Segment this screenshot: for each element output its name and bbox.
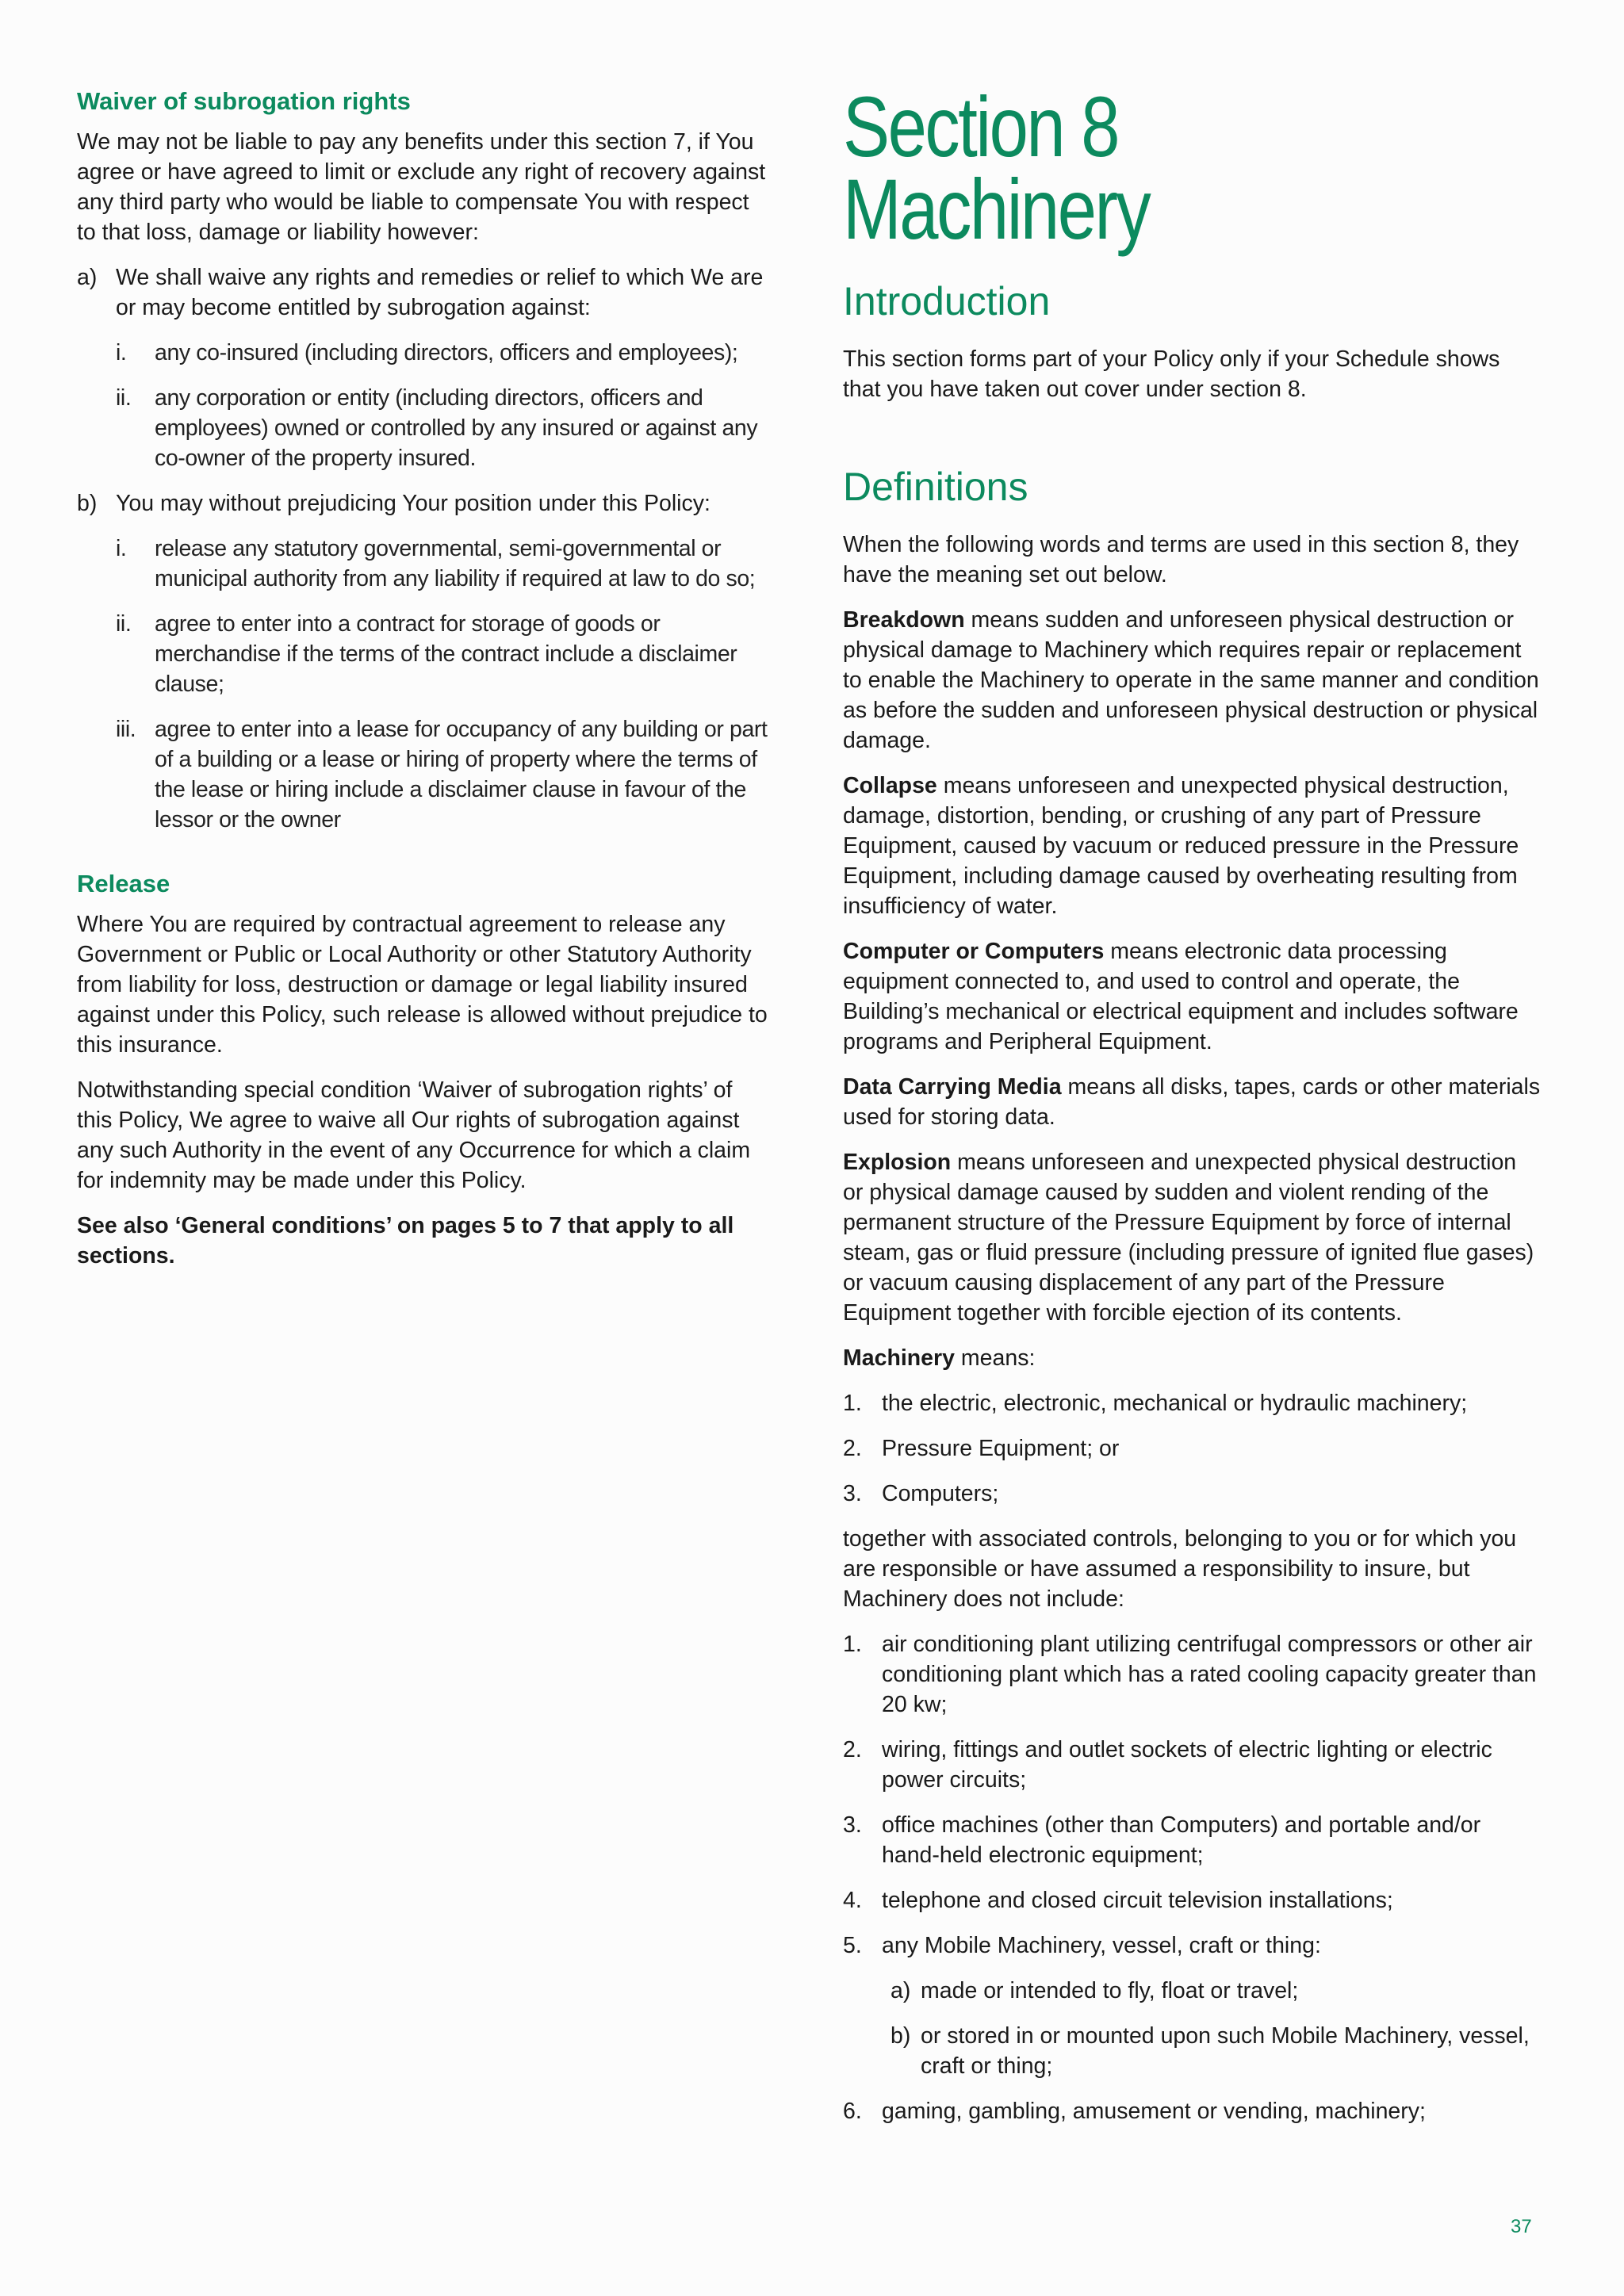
waiver-item-a	[77, 262, 771, 323]
definition-computers	[843, 936, 1541, 1057]
list-text: You may without prejudicing Your position under this Policy:	[116, 491, 710, 516]
together-with-text: together with associated controls, belonging to you or for which you are responsible or have assumed a responsibility to insure, but Machinery does not include:	[843, 1526, 1517, 1612]
definition-text: means unforeseen and unexpected physical destruction, damage, distortion, bending, or crushing of any part of Pressure Equipment, caused by vacuum or reduced pressure in the Pressure Equipment, including damage caused by overheating resulting from insufficiency of water.	[843, 773, 1519, 919]
list-marker: 1.	[843, 1632, 862, 1657]
exclusion-item-3	[843, 1810, 1541, 1870]
list-text: release any statutory governmental, semi-governmental or municipal authority from any liability if required at law to do so;	[155, 536, 756, 591]
waiver-item-b	[77, 488, 771, 519]
list-marker: 5.	[843, 1933, 862, 1958]
release-paragraph-1: Where You are required by contractual agreement to release any Government or Public or Local Authority or other Statutory Authority from liability for loss, destruction or damage or legal liability insured against under this Policy, such release is allowed without prejudice to this insurance.	[77, 912, 768, 1058]
definition-term: Collapse	[843, 773, 937, 798]
definition-explosion	[843, 1147, 1541, 1328]
waiver-item-b-i	[116, 534, 771, 594]
list-text: the electric, electronic, mechanical or hydraulic machinery;	[882, 1391, 1468, 1416]
left-column	[77, 86, 771, 1271]
waiver-item-b-ii	[116, 609, 771, 699]
list-marker: a)	[891, 1978, 911, 2003]
list-text: any corporation or entity (including directors, officers and employees) owned or controlled by any insured or against any co-owner of the property insured.	[155, 385, 758, 471]
definition-term: Breakdown	[843, 607, 965, 633]
exclusion-item-5a	[891, 1976, 1541, 2006]
definition-collapse	[843, 771, 1541, 921]
definition-text: means:	[954, 1345, 1036, 1371]
page-number: 37	[1511, 2216, 1532, 2237]
see-also-note: See also ‘General conditions’ on pages 5 to 7 that apply to all sections.	[77, 1213, 734, 1269]
list-marker: b)	[891, 2023, 911, 2049]
introduction-text: This section forms part of your Policy only if your Schedule shows that you have taken out cover under section 8.	[843, 346, 1500, 402]
definition-term: Data Carrying Media	[843, 1074, 1062, 1100]
release-heading: Release	[77, 870, 170, 897]
exclusion-item-4	[843, 1885, 1541, 1915]
list-marker: 2.	[843, 1737, 862, 1762]
list-marker: 3.	[843, 1812, 862, 1838]
section-number: Section 8	[843, 78, 1119, 174]
list-text: any Mobile Machinery, vessel, craft or thing:	[882, 1933, 1321, 1958]
exclusion-item-5b	[891, 2021, 1541, 2081]
list-marker: iii.	[116, 717, 136, 742]
waiver-item-a-ii	[116, 383, 771, 473]
waiver-intro: We may not be liable to pay any benefits under this section 7, if You agree or have agreed to limit or exclude any right of recovery against any third party who would be liable to compensate You with respect to that loss, damage or liability however:	[77, 129, 766, 245]
list-text: telephone and closed circuit television installations;	[882, 1888, 1393, 1913]
definition-data-carrying-media	[843, 1072, 1541, 1132]
list-marker: 2.	[843, 1436, 862, 1461]
exclusion-item-2	[843, 1735, 1541, 1795]
definition-machinery	[843, 1343, 1541, 1373]
list-text: wiring, fittings and outlet sockets of electric lighting or electric power circuits;	[882, 1737, 1492, 1793]
list-marker: 1.	[843, 1391, 862, 1416]
waiver-item-b-iii	[116, 714, 771, 835]
list-text: Pressure Equipment; or	[882, 1436, 1120, 1461]
list-text: or stored in or mounted upon such Mobile Machinery, vessel, craft or thing;	[921, 2023, 1530, 2079]
list-marker: 6.	[843, 2099, 862, 2124]
list-text: any co-insured (including directors, officers and employees);	[155, 340, 738, 365]
list-marker: ii.	[116, 385, 132, 411]
list-marker: 4.	[843, 1888, 862, 1913]
definition-text: means all disks, tapes, cards or other materials used for storing data.	[843, 1074, 1541, 1130]
definition-term: Computer or Computers	[843, 939, 1105, 964]
section-title: Machinery	[843, 161, 1150, 257]
list-marker: i.	[116, 340, 127, 365]
list-text: made or intended to fly, float or travel;	[921, 1978, 1299, 2003]
list-marker: 3.	[843, 1481, 862, 1506]
machinery-item-1	[843, 1388, 1541, 1418]
list-text: agree to enter into a contract for storage of goods or merchandise if the terms of the contract include a disclaimer clause;	[155, 611, 737, 697]
list-text: Computers;	[882, 1481, 999, 1506]
definitions-heading: Definitions	[843, 465, 1028, 509]
list-marker: a)	[77, 265, 98, 290]
waiver-heading: Waiver of subrogation rights	[77, 87, 411, 115]
definition-term: Explosion	[843, 1150, 952, 1175]
introduction-heading: Introduction	[843, 279, 1051, 323]
right-column	[843, 78, 1541, 2126]
definition-term: Machinery	[843, 1345, 955, 1371]
definition-breakdown	[843, 605, 1541, 756]
machinery-item-2	[843, 1433, 1541, 1464]
definition-text: means electronic data processing equipment connected to, and used to control and operate, the Building’s mechanical or electrical equipment and includes software programs and Peripheral Equipment.	[843, 939, 1519, 1054]
list-text: gaming, gambling, amusement or vending, machinery;	[882, 2099, 1426, 2124]
exclusion-item-6	[843, 2096, 1541, 2126]
list-text: We shall waive any rights and remedies or relief to which We are or may become entitled by subrogation against:	[116, 265, 764, 320]
definition-text: means unforeseen and unexpected physical destruction or physical damage caused by sudden and violent rending of the permanent structure of the Pressure Equipment by force of internal steam, gas or fluid pressure (including pressure of ignited flue gases) or vacuum causing displacement of any part of the Pressure Equipment together with forcible ejection of its contents.	[843, 1150, 1534, 1326]
list-marker: ii.	[116, 611, 132, 637]
release-paragraph-2: Notwithstanding special condition ‘Waiver of subrogation rights’ of this Policy, We agree to waive all Our rights of subrogation against any such Authority in the event of any Occurrence for which a claim for indemnity may be made under this Policy.	[77, 1077, 751, 1193]
list-text: office machines (other than Computers) and portable and/or hand-held electronic equipment;	[882, 1812, 1481, 1868]
exclusion-item-5	[843, 1931, 1541, 1961]
list-marker: i.	[116, 536, 127, 561]
list-text: agree to enter into a lease for occupancy of any building or part of a building or a lease or hiring of property where the terms of the lease or hiring include a disclaimer clause in favour of the lessor or the owner	[155, 717, 768, 832]
list-text: air conditioning plant utilizing centrifugal compressors or other air conditioning plant which has a rated cooling capacity greater than 20 kw;	[882, 1632, 1537, 1717]
list-marker: b)	[77, 491, 98, 516]
exclusion-item-1	[843, 1629, 1541, 1720]
machinery-item-3	[843, 1479, 1541, 1509]
definition-text: means sudden and unforeseen physical destruction or physical damage to Machinery which requires repair or replacement to enable the Machinery to operate in the same manner and condition as before the sudden and unforeseen physical destruction or physical damage.	[843, 607, 1539, 753]
definitions-intro: When the following words and terms are used in this section 8, they have the meaning set out below.	[843, 532, 1519, 587]
waiver-item-a-i	[116, 338, 771, 368]
